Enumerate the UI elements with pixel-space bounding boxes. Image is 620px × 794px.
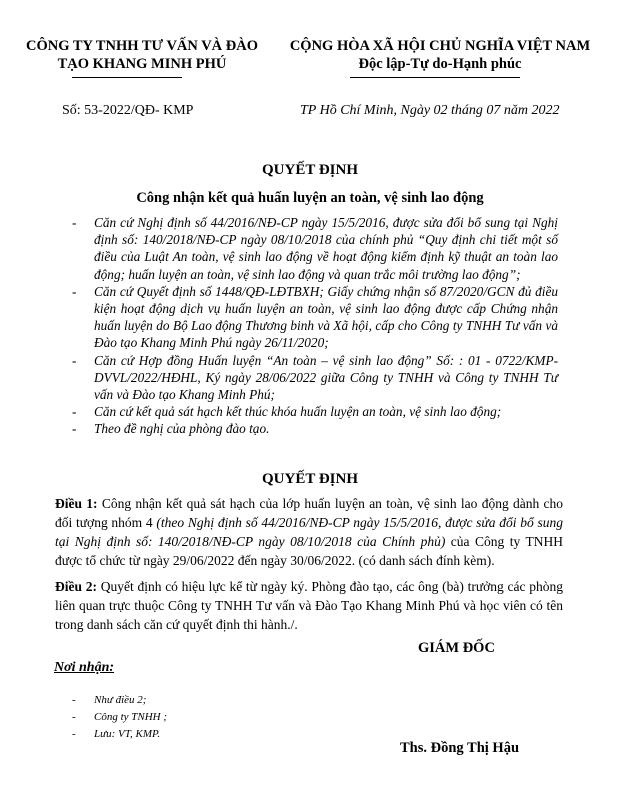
- organization-underline: [72, 77, 182, 78]
- recipient-item: - Lưu: VT, KMP.: [72, 726, 167, 743]
- signer-name: Ths. Đồng Thị Hậu: [400, 740, 520, 756]
- list-dash: -: [72, 694, 76, 706]
- national-title: CỘNG HÒA XÃ HỘI CHỦ NGHĨA VIỆT NAM: [289, 38, 591, 54]
- organization-name-line2: TẠO KHANG MINH PHÚ: [57, 56, 227, 72]
- article-1-text-end: của Công ty TNHH được tổ chức từ ngày 29/06/2022 đến ngày 30/06/2022. (có danh sách đính kèm).: [55, 534, 563, 568]
- legal-bases-list: [72, 214, 558, 438]
- signer-role: GIÁM ĐỐC: [418, 640, 495, 656]
- article-1: [55, 494, 563, 570]
- recipient-item: - Như điều 2;: [72, 692, 167, 709]
- recipients-title: Nơi nhận:: [54, 660, 115, 675]
- list-dash: -: [72, 283, 77, 299]
- article-2-text: Quyết định có hiệu lực kể từ ngày ký. Phòng đào tạo, các ông (bà) trưởng các phòng liên quan trực thuộc Công ty TNHH Tư vấn và Đào Tạo Khang Minh Phú và học viên có tên trong danh sách căn cứ quyết định thi hành./.: [55, 579, 563, 632]
- list-dash: -: [72, 215, 77, 230]
- document-title: QUYẾT ĐỊNH: [262, 162, 358, 178]
- legal-basis-item: - Căn cứ Hợp đồng Huấn luyện “An toàn – vệ sinh lao động” Số: : 01 - 0722/KMP-DVVL/2022/HĐHL, Ký ngày 28/06/2022 giữa Công ty TNHH và Công ty TNHH Tư vấn và Đào tạo Khang Minh Phú;: [72, 352, 558, 403]
- motto-underline: [350, 77, 520, 78]
- decision-heading: QUYẾT ĐỊNH: [262, 471, 358, 487]
- national-motto: [270, 37, 610, 73]
- article-1-label: Điều 1:: [55, 496, 98, 511]
- list-dash: -: [72, 711, 76, 723]
- organization-name-line1: CÔNG TY TNHH TƯ VẤN VÀ ĐÀO: [25, 38, 259, 54]
- article-2: [55, 577, 563, 634]
- legal-basis-item: - Căn cứ Quyết định số 1448/QĐ-LĐTBXH; Giấy chứng nhận số 87/2020/GCN đủ điều kiện hoạt động dịch vụ huấn luyện an toàn, vệ sinh lao động được cấp Chứng nhận huấn luyện do Bộ Lao động Thương binh và Xã hội, cấp cho Công ty TNHH Tư vấn và Đào tạo Khang Minh Phú ngày 26/11/2020;: [72, 283, 558, 351]
- recipients-list: [72, 692, 167, 743]
- legal-basis-item: - Theo đề nghị của phòng đào tạo.: [72, 421, 270, 437]
- list-dash: -: [72, 404, 77, 420]
- article-2-label: Điều 2:: [55, 579, 97, 594]
- list-dash: -: [72, 728, 76, 740]
- list-dash: -: [72, 421, 77, 437]
- list-dash: -: [72, 352, 77, 368]
- document-subtitle: Công nhận kết quả huấn luyện an toàn, vệ sinh lao động: [136, 190, 484, 206]
- legal-basis-item: - Căn cứ Nghị định số 44/2016/NĐ-CP ngày 15/5/2016, được sửa đổi bổ sung tại Nghị định số: 140/2018/NĐ-CP ngày 08/10/2018 của chính phủ “Quy định chi tiết một số điều của Luật An toàn, vệ sinh lao động về hoạt động kiểm định kỹ thuật an toàn lao động; huấn luyện an toàn, vệ sinh lao động và quan trắc môi trường lao động”;: [72, 215, 558, 282]
- recipient-item: - Công ty TNHH ;: [72, 709, 167, 726]
- document-number: Số: 53-2022/QĐ- KMP: [62, 103, 194, 118]
- legal-basis-item: - Căn cứ kết quả sát hạch kết thúc khóa huấn luyện an toàn, vệ sinh lao động;: [72, 404, 502, 420]
- organization-name: [18, 37, 266, 73]
- article-1-legal-reference: (theo Nghị định số 44/2016/NĐ-CP ngày 15/5/2016, được sửa đổi bổ sung tại Nghị định số: 140/2018/NĐ-CP ngày 08/10/2018 của Chính phủ): [55, 515, 563, 549]
- national-motto-line: Độc lập-Tự do-Hạnh phúc: [358, 56, 522, 72]
- article-1-text: Công nhận kết quả sát hạch của lớp huấn luyện an toàn, vệ sinh lao động dành cho đối tượng nhóm 4: [55, 496, 563, 530]
- place-date: TP Hồ Chí Minh, Ngày 02 tháng 07 năm 2022: [300, 103, 560, 118]
